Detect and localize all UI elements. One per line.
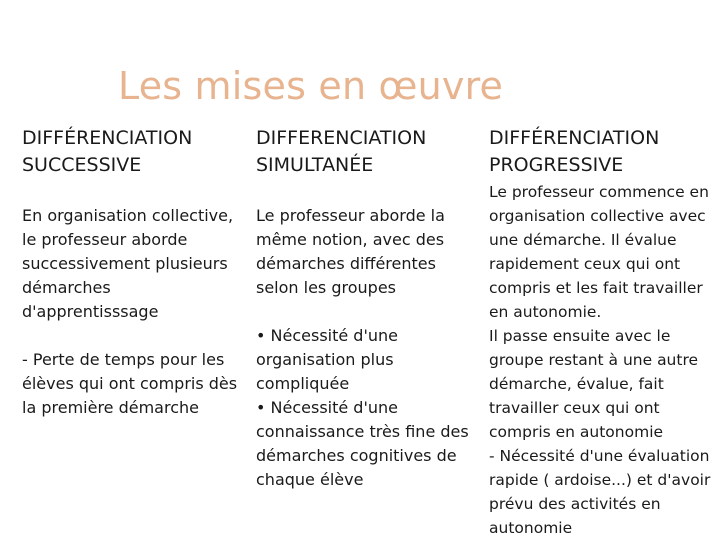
text-line: une démarche. Il évalue <box>489 231 677 249</box>
column-heading-simultanee <box>256 125 426 179</box>
column-text-simultanee <box>256 204 469 492</box>
heading-line: DIFFÉRENCIATION <box>489 127 660 149</box>
column-text-successive <box>22 204 237 420</box>
text-line: selon les groupes <box>256 278 396 297</box>
text-line: compliquée <box>256 374 350 393</box>
text-line: Il passe ensuite avec le <box>489 327 671 345</box>
text-line: compris en autonomie <box>489 423 664 441</box>
heading-line: DIFFERENCIATION <box>256 127 427 149</box>
text-line: démarches <box>22 278 111 297</box>
text-line: travailler ceux qui ont <box>489 399 660 417</box>
text-line: rapide ( ardoise...) et d'avoir <box>489 471 711 489</box>
text-line: démarche, évalue, fait <box>489 375 664 393</box>
heading-line: SIMULTANÉE <box>256 154 374 176</box>
heading-line: SUCCESSIVE <box>22 154 142 176</box>
text-line: connaissance très fine des <box>256 422 469 441</box>
text-line: chaque élève <box>256 470 364 489</box>
text-line: rapidement ceux qui ont <box>489 255 681 273</box>
heading-line: DIFFÉRENCIATION <box>22 127 193 149</box>
text-line: démarches cognitives de <box>256 446 457 465</box>
text-line: élèves qui ont compris dès <box>22 374 238 393</box>
text-line: groupe restant à une autre <box>489 351 699 369</box>
text-line: démarches différentes <box>256 254 436 273</box>
text-line: successivement plusieurs <box>22 254 228 273</box>
text-line: en autonomie. <box>489 303 602 321</box>
text-line: organisation plus <box>256 350 394 369</box>
text-line: • Nécessité d'une <box>256 398 398 417</box>
column-heading-successive <box>22 125 192 179</box>
text-line: - Perte de temps pour les <box>22 350 225 369</box>
text-line: En organisation collective, <box>22 206 234 225</box>
text-line: même notion, avec des <box>256 230 445 249</box>
text-line: • Nécessité d'une <box>256 326 398 345</box>
text-line: - Nécessité d'une évaluation <box>489 447 710 465</box>
text-line: compris et les fait travailler <box>489 279 703 297</box>
column-heading-progressive <box>489 125 659 179</box>
text-line: d'apprentisssage <box>22 302 159 321</box>
slide-title: Les mises en œuvre <box>118 64 504 108</box>
text-line: le professeur aborde <box>22 230 188 249</box>
heading-line: PROGRESSIVE <box>489 154 624 176</box>
text-line: organisation collective avec <box>489 207 706 225</box>
text-line: Le professeur aborde la <box>256 206 445 225</box>
column-text-progressive <box>489 180 710 540</box>
text-line: la première démarche <box>22 398 199 417</box>
text-line: autonomie <box>489 519 573 537</box>
text-line: Le professeur commence en <box>489 183 709 201</box>
text-line: prévu des activités en <box>489 495 661 513</box>
